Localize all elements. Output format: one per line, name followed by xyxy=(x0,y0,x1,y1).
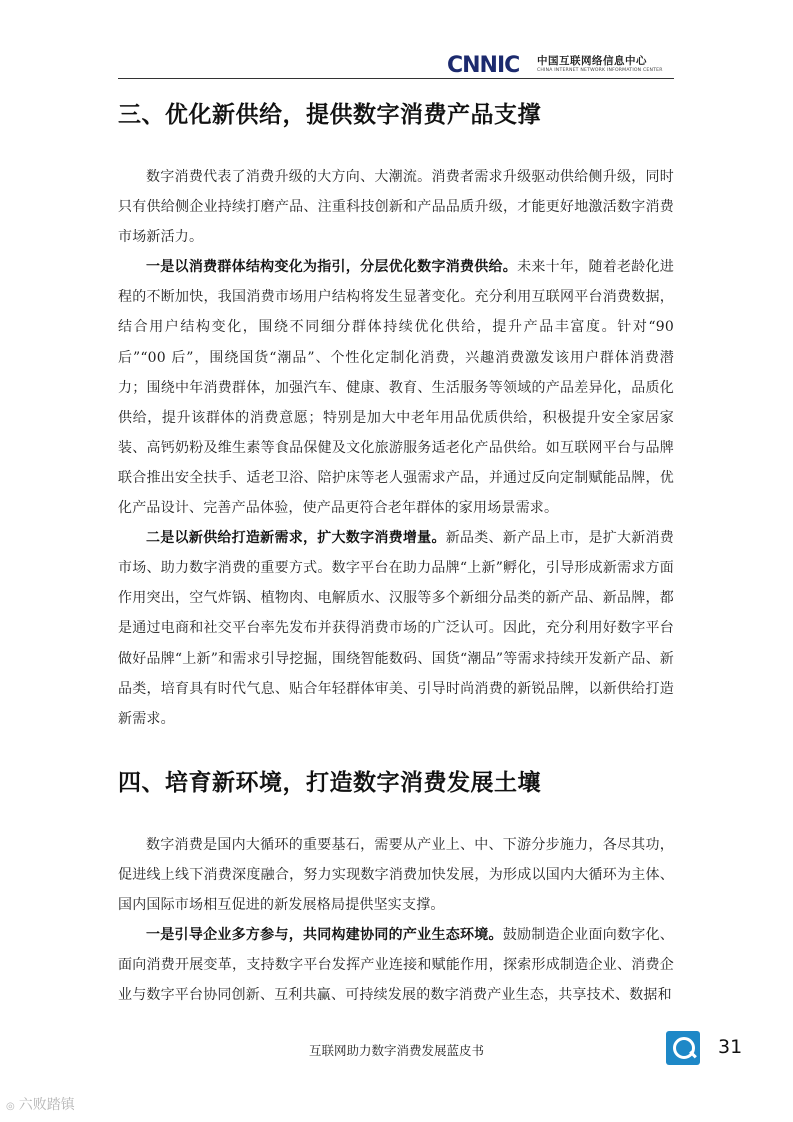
watermark xyxy=(6,1094,75,1114)
paragraph xyxy=(118,523,674,734)
paragraph xyxy=(118,252,674,523)
org-name-cn: 中国互联网络信息中心 xyxy=(537,55,647,67)
page-header xyxy=(0,0,793,80)
magnifier-handle xyxy=(689,1051,697,1059)
footer-title: 互联网助力数字消费发展蓝皮书 xyxy=(308,1043,484,1058)
watermark-logo-icon: ◎ xyxy=(6,1101,15,1112)
page-number: 31 xyxy=(718,1036,743,1058)
header-divider xyxy=(118,78,674,79)
section-title: 四、培育新环境，打造数字消费发展土壤 xyxy=(118,769,541,796)
paragraph xyxy=(118,162,674,252)
paragraph-lead: 一是以消费群体结构变化为指引，分层优化数字消费供给。 xyxy=(146,259,518,276)
paragraph-body: 数字消费是国内大循环的重要基石，需要从产业上、中、下游分步施力，各尽其功，促进线上线下消费深度融合，努力实现数字消费加快发展，为形成以国内大循环为主体、国内国际市场相互促进的新发展格局提供坚实支撑。 xyxy=(118,836,674,913)
org-name-en: CHINA INTERNET NETWORK INFORMATION CENTER xyxy=(537,68,663,73)
paragraph-lead: 二是以新供给打造新需求，扩大数字消费增量。 xyxy=(146,530,446,547)
paragraph-lead: 一是引导企业多方参与，共同构建协同的产业生态环境。 xyxy=(146,927,503,944)
paragraph xyxy=(118,830,674,920)
paragraph-body: 鼓励制造企业面向数字化、面向消费开展变革，支持数字平台发挥产业连接和赋能作用，探索形成制造企业、消费企业与数字平台协同创新、互利共赢、可持续发展的数字消费产业生态，共享技术、数据和 xyxy=(118,927,675,1004)
paragraph-body: 数字消费代表了消费升级的大方向、大潮流。消费者需求升级驱动供给侧升级，同时只有供给侧企业持续打磨产品、注重科技创新和产品品质升级，才能更好地激活数字消费市场新活力。 xyxy=(118,169,674,246)
paragraph-body: 未来十年，随着老龄化进程的不断加快，我国消费市场用户结构将发生显著变化。充分利用互联网平台消费数据，结合用户结构变化，围绕不同细分群体持续优化供给，提升产品丰富度。针对“90 后”“00 后”，围绕国货“潮品”、个性化定制化消费，兴趣消费激发该用户群体消费潜力；围绕中年消费群体，加强汽车、健康、教育、生活服务等领域的产品差异化，品质化供给，提升该群体的消费意愿；特别是加大中老年用品优质供给，积极提升安全家居家装、高钙奶粉及维生素等食品保健及文化旅游服务适老化产品供给。如互联网平台与品牌联合推出安全扶手、适老卫浴、陪护床等老人强需求产品，并通过反向定制赋能品牌，优化产品设计、完善产品体验，使产品更符合老年群体的家用场景需求。 xyxy=(118,259,674,517)
page-body xyxy=(118,86,674,1010)
paragraph-body: 新品类、新产品上市，是扩大新消费市场、助力数字消费的重要方式。数字平台在助力品牌“上新”孵化，引导形成新需求方面作用突出，空气炸锅、植物肉、电解质水、汉服等多个新细分品类的新产品、新品牌，都是通过电商和社交平台率先发布并获得消费市场的广泛认可。因此，充分利用好数字平台做好品牌“上新”和需求引导挖掘，围绕智能数码、国货“潮品”等需求持续开发新产品、新品类，培育具有时代气息、贴合年轻群体审美、引导时尚消费的新锐品牌，以新供给打造新需求。 xyxy=(118,530,674,727)
watermark-text: 六败踏镇 xyxy=(18,1097,75,1113)
cnnic-logo: CNNIC xyxy=(447,53,520,78)
paragraph xyxy=(118,920,674,1010)
magnifier-icon xyxy=(666,1031,700,1065)
section-title: 三、优化新供给，提供数字消费产品支撑 xyxy=(118,102,541,128)
